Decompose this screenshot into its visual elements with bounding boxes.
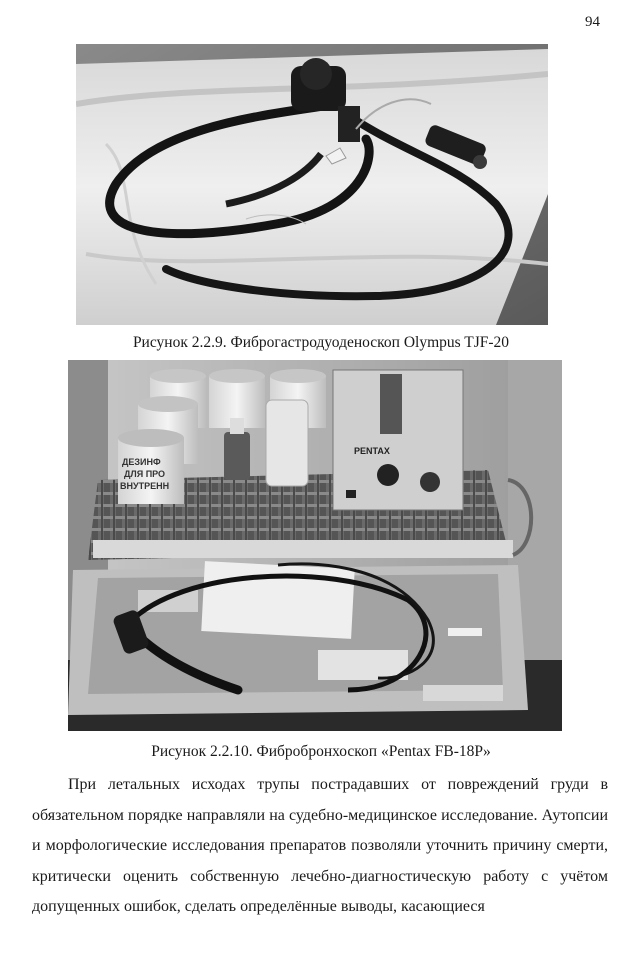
figure-caption-1: Рисунок 2.2.9. Фиброгастродуоденоскоп Olympus TJF-20 bbox=[132, 334, 510, 351]
body-paragraph: При летальных исходах трупы пострадавших от повреждений груди в обязательном порядке направляли на судебно-медицинское исследование. Аутопсии и морфологические исследования препаратов позволяли уточнить причину смерти, критически оценить собственную лечебно-диагностическую работу с учётом допущенных ошибок, сделать определённые выводы, касающиеся bbox=[32, 776, 608, 915]
photo-bronchoscope-trolley bbox=[68, 360, 562, 731]
page-number: 94 bbox=[585, 14, 600, 30]
device-brand: PENTAX bbox=[354, 446, 390, 456]
jar-label-1: ДЕЗИНФ bbox=[122, 457, 161, 467]
jar-label-3: ВНУТРЕНН bbox=[120, 481, 170, 491]
photo-gastroduodenoscope bbox=[76, 44, 548, 325]
jar-label-2: ДЛЯ ПРО bbox=[124, 469, 166, 479]
figure-caption-2: Рисунок 2.2.10. Фибробронхоскоп «Pentax FB-18P» bbox=[151, 743, 491, 760]
